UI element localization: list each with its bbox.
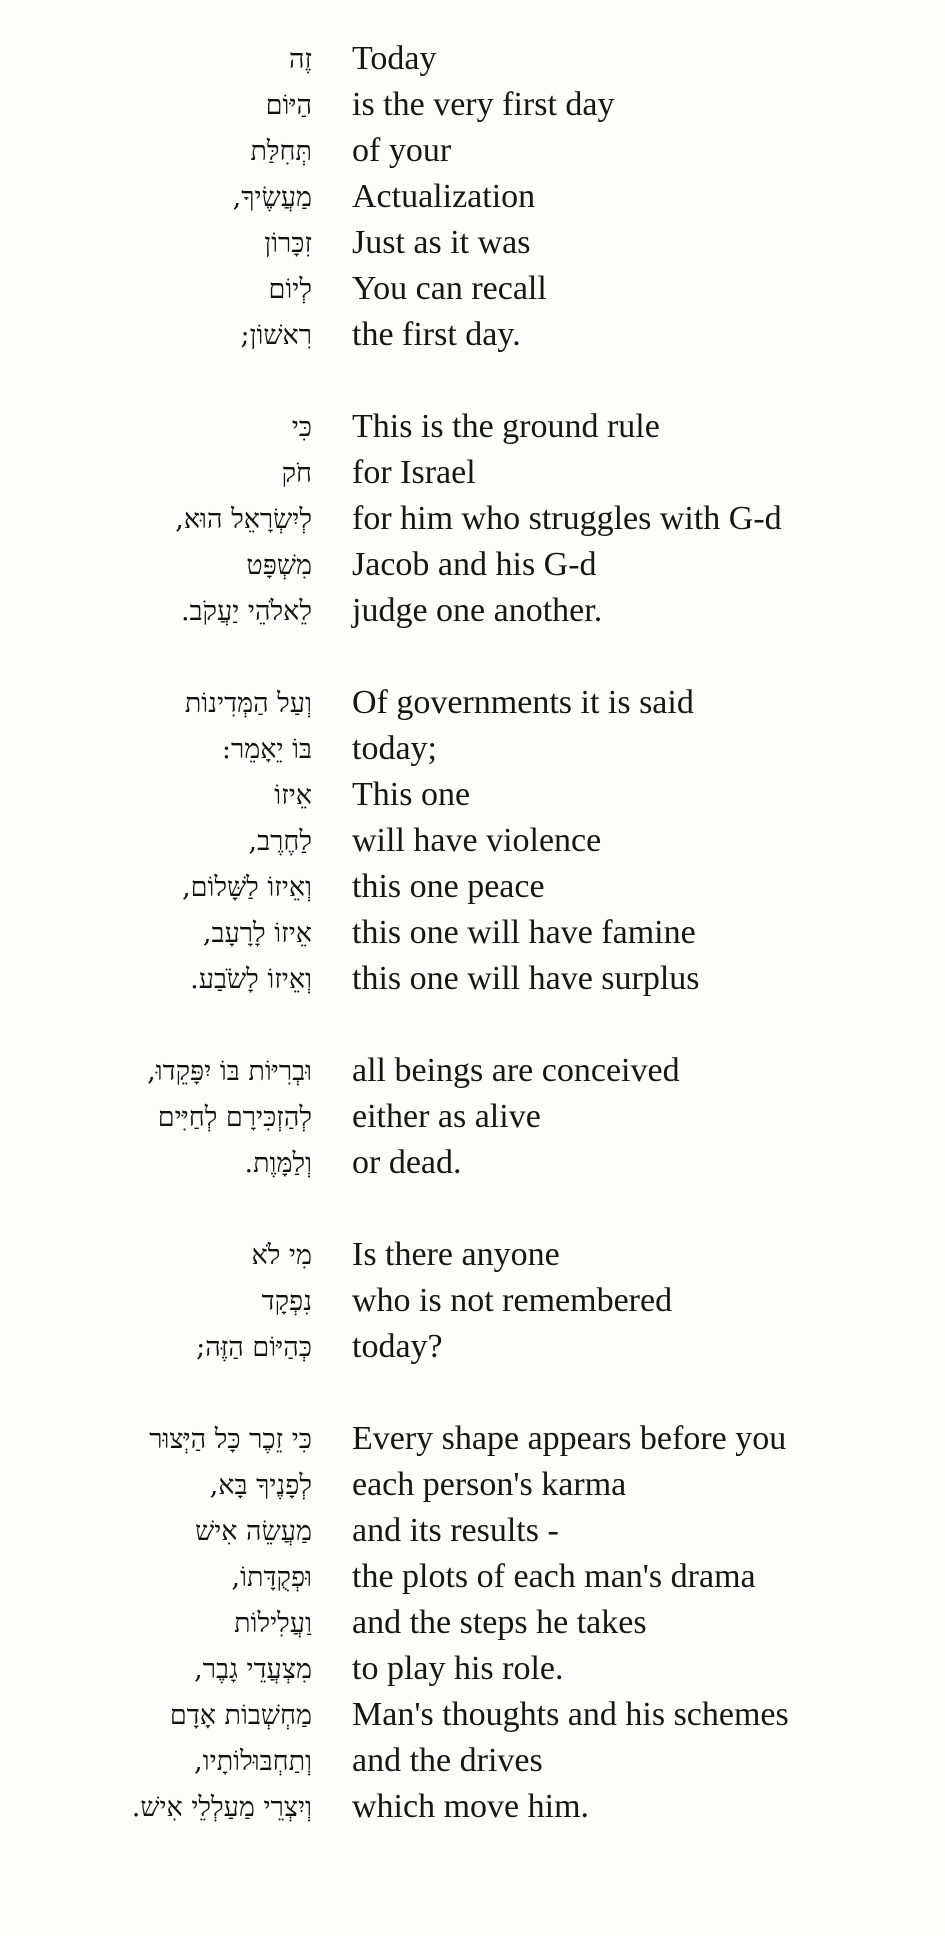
hebrew-text: מַחְשְׁבוֹת אָדָם — [169, 1699, 312, 1731]
english-text: the first day. — [352, 316, 521, 353]
english-text: and its results - — [352, 1512, 559, 1549]
hebrew-text: לַחֶרֶב, — [248, 825, 312, 857]
english-text: This is the ground rule — [352, 408, 660, 445]
stanza-4 — [0, 1048, 945, 1186]
verse-line — [0, 450, 945, 496]
english-text: Jacob and his G-d — [352, 546, 597, 583]
english-text: of your — [352, 132, 452, 169]
hebrew-text: כִּי זֵכֶר כָּל הַיְּצוּר — [149, 1423, 312, 1455]
verse-line — [0, 864, 945, 910]
english-text: this one will have famine — [352, 914, 696, 951]
verse-line — [0, 1738, 945, 1784]
hebrew-text: וְאֵיזוֹ לַשָּׁלוֹם, — [182, 871, 312, 903]
stanza-6 — [0, 1416, 945, 1830]
hebrew-text: וְעַל הַמְּדִינוֹת — [184, 687, 312, 719]
stanza-1 — [0, 36, 945, 358]
verse-line — [0, 1600, 945, 1646]
english-text: judge one another. — [352, 592, 603, 629]
hebrew-text: לְהַזְכִּירָם לְחַיִּים — [157, 1101, 312, 1133]
hebrew-text: וַעֲלִילוֹת — [234, 1607, 312, 1639]
hebrew-text: כִּי — [291, 411, 312, 443]
english-text: and the steps he takes — [352, 1604, 647, 1641]
verse-line — [0, 956, 945, 1002]
verse-line — [0, 1232, 945, 1278]
verse-line — [0, 266, 945, 312]
hebrew-text: מִצְעֲדֵי גָבֶר, — [194, 1653, 312, 1685]
verse-line — [0, 36, 945, 82]
verse-line — [0, 818, 945, 864]
stanza-3 — [0, 680, 945, 1002]
english-text: and the drives — [352, 1742, 543, 1779]
verse-line — [0, 542, 945, 588]
english-text: this one will have surplus — [352, 960, 700, 997]
verse-line — [0, 1416, 945, 1462]
hebrew-text: וְתַחְבּוּלוֹתָיו, — [194, 1745, 312, 1777]
english-text: for Israel — [352, 454, 476, 491]
english-text: which move him. — [352, 1788, 590, 1825]
hebrew-text: זִכָּרוֹן — [264, 227, 312, 259]
hebrew-text: מַעֲשֵׂה אִישׁ — [195, 1515, 312, 1547]
hebrew-text: תְּחִלַּת — [250, 135, 312, 167]
verse-line — [0, 1508, 945, 1554]
verse-line — [0, 1278, 945, 1324]
hebrew-text: מִשְׁפָּט — [246, 549, 312, 581]
english-text: this one peace — [352, 868, 545, 905]
english-text: Actualization — [352, 178, 536, 215]
verse-line — [0, 910, 945, 956]
hebrew-text: וּפְקֻדָּתוֹ, — [231, 1561, 312, 1593]
english-text: all beings are conceived — [352, 1052, 680, 1089]
hebrew-text: הַיּוֹם — [265, 89, 312, 121]
verse-line — [0, 772, 945, 818]
english-text: Today — [352, 40, 437, 77]
english-text: to play his role. — [352, 1650, 564, 1687]
hebrew-text: וּבְרִיּוֹת בּוֹ יִפָּקֵדוּ, — [147, 1055, 312, 1087]
hebrew-text: וְאֵיזוֹ לָשֹׂבַע. — [190, 963, 312, 995]
verse-line — [0, 1094, 945, 1140]
verse-line — [0, 680, 945, 726]
english-text: today; — [352, 730, 437, 767]
hebrew-text: אֵיזוֹ לָרָעָב, — [202, 917, 312, 949]
english-text: Of governments it is said — [352, 684, 694, 721]
hebrew-text: לְיִשְׂרָאֵל הוּא, — [175, 503, 312, 535]
verse-line — [0, 1554, 945, 1600]
verse-line — [0, 312, 945, 358]
verse-line — [0, 496, 945, 542]
english-text: who is not remembered — [352, 1282, 673, 1319]
hebrew-text: מַעֲשֶׂיךָ, — [232, 181, 312, 213]
hebrew-text: כְּהַיּוֹם הַזֶּה; — [196, 1331, 312, 1363]
english-text: will have violence — [352, 822, 602, 859]
verse-line — [0, 1324, 945, 1370]
english-text: each person's karma — [352, 1466, 627, 1503]
verse-line — [0, 1784, 945, 1830]
hebrew-text: וְיִצְרֵי מַעַלְלֵי אִישׁ. — [131, 1791, 312, 1823]
verse-line — [0, 220, 945, 266]
hebrew-text: מִי לֹא — [251, 1239, 312, 1271]
verse-line — [0, 128, 945, 174]
english-text: today? — [352, 1328, 443, 1365]
hebrew-text: לֵאלֹהֵי יַעֲקֹב. — [180, 595, 312, 627]
verse-line — [0, 1140, 945, 1186]
english-text: This one — [352, 776, 471, 813]
english-text: Every shape appears before you — [352, 1420, 787, 1457]
english-text: or dead. — [352, 1144, 462, 1181]
verse-line — [0, 588, 945, 634]
hebrew-text: לְיוֹם — [268, 273, 312, 305]
verse-line — [0, 1646, 945, 1692]
verse-line — [0, 404, 945, 450]
english-text: You can recall — [352, 270, 547, 307]
english-text: is the very first day — [352, 86, 615, 123]
hebrew-text: לְפָנֶיךָ בָּא, — [209, 1469, 312, 1501]
hebrew-text: רִאשׁוֹן; — [240, 319, 312, 351]
hebrew-text: חֹק — [281, 457, 312, 489]
verse-line — [0, 1692, 945, 1738]
verse-line — [0, 1462, 945, 1508]
english-text: either as alive — [352, 1098, 541, 1135]
hebrew-text: וְלַמָּוֶת. — [244, 1147, 312, 1179]
english-text: Just as it was — [352, 224, 531, 261]
hebrew-text: זֶה — [288, 43, 312, 75]
verse-line — [0, 726, 945, 772]
hebrew-text: אֵיזוֹ — [274, 779, 312, 811]
english-text: Man's thoughts and his schemes — [352, 1696, 789, 1733]
hebrew-text: נִפְקָד — [261, 1285, 312, 1317]
stanza-2 — [0, 404, 945, 634]
verse-line — [0, 82, 945, 128]
verse-line — [0, 1048, 945, 1094]
english-text: the plots of each man's drama — [352, 1558, 756, 1595]
english-text: Is there anyone — [352, 1236, 560, 1273]
english-text: for him who struggles with G-d — [352, 500, 782, 537]
stanza-5 — [0, 1232, 945, 1370]
verse-line — [0, 174, 945, 220]
hebrew-text: בּוֹ יֵאָמֵר: — [221, 733, 312, 765]
